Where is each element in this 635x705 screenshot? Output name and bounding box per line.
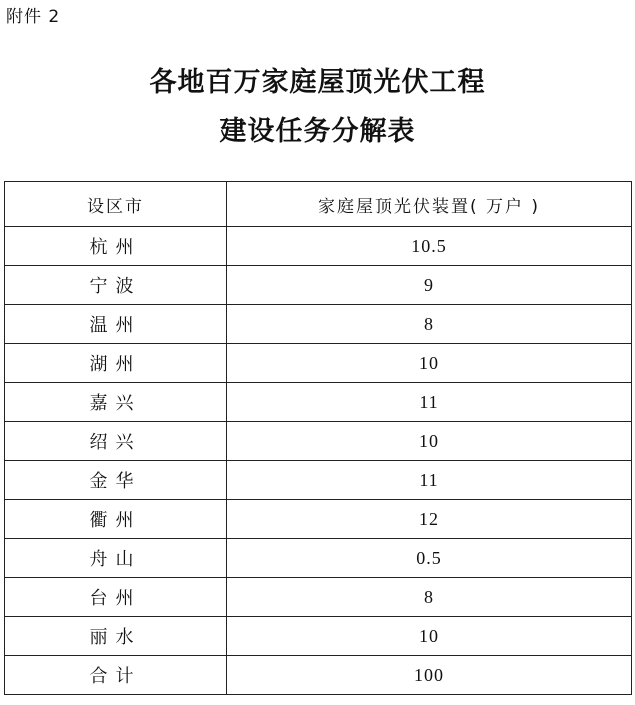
city-cell: 杭州 bbox=[5, 227, 227, 266]
value-cell: 10 bbox=[227, 344, 632, 383]
table-row bbox=[5, 383, 632, 422]
value-cell: 8 bbox=[227, 305, 632, 344]
city-cell: 嘉兴 bbox=[5, 383, 227, 422]
table-total-row bbox=[5, 656, 632, 695]
table-row bbox=[5, 617, 632, 656]
city-cell: 衢州 bbox=[5, 500, 227, 539]
city-cell: 绍兴 bbox=[5, 422, 227, 461]
table-row bbox=[5, 461, 632, 500]
total-value-cell: 100 bbox=[227, 656, 632, 695]
city-cell: 温州 bbox=[5, 305, 227, 344]
table-row bbox=[5, 227, 632, 266]
document-title-line1: 各地百万家庭屋顶光伏工程 bbox=[149, 67, 486, 98]
value-cell: 8 bbox=[227, 578, 632, 617]
table-row bbox=[5, 344, 632, 383]
document-title-line2: 建设任务分解表 bbox=[219, 116, 416, 147]
value-cell: 9 bbox=[227, 266, 632, 305]
table-row bbox=[5, 539, 632, 578]
city-cell: 宁波 bbox=[5, 266, 227, 305]
city-cell: 舟山 bbox=[5, 539, 227, 578]
value-cell: 10.5 bbox=[227, 227, 632, 266]
table-row bbox=[5, 422, 632, 461]
value-cell: 0.5 bbox=[227, 539, 632, 578]
value-cell: 10 bbox=[227, 422, 632, 461]
header-installations: 家庭屋顶光伏装置( 万户 ) bbox=[227, 182, 632, 227]
table-row bbox=[5, 500, 632, 539]
allocation-table bbox=[4, 181, 632, 695]
header-city: 设区市 bbox=[5, 182, 227, 227]
value-cell: 10 bbox=[227, 617, 632, 656]
table-row bbox=[5, 578, 632, 617]
value-cell: 12 bbox=[227, 500, 632, 539]
value-cell: 11 bbox=[227, 461, 632, 500]
value-cell: 11 bbox=[227, 383, 632, 422]
table-row bbox=[5, 305, 632, 344]
city-cell: 台州 bbox=[5, 578, 227, 617]
total-label-cell: 合计 bbox=[5, 656, 227, 695]
attachment-label: 附件 2 bbox=[6, 7, 61, 27]
city-cell: 湖州 bbox=[5, 344, 227, 383]
city-cell: 金华 bbox=[5, 461, 227, 500]
table-row bbox=[5, 266, 632, 305]
table-header-row bbox=[5, 182, 632, 227]
city-cell: 丽水 bbox=[5, 617, 227, 656]
